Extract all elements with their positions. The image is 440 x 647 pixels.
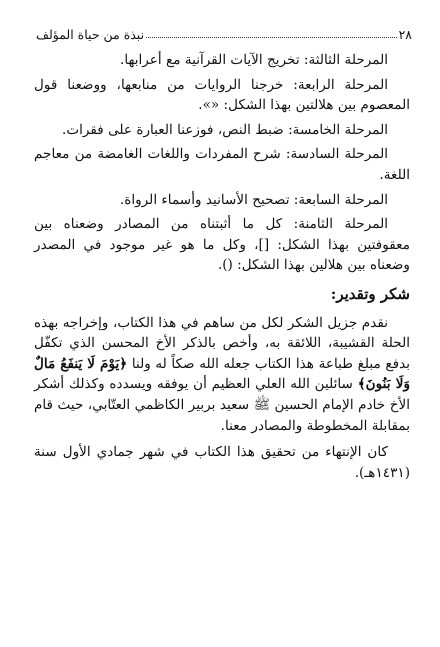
stage-5: المرحلة الخامسة: ضبط النص، فوزعنا العبارة على فقرات. — [62, 121, 388, 138]
page-number: ٢٨ — [398, 27, 412, 42]
header-dot-leader — [146, 36, 396, 38]
stage-4: المرحلة الرابعة: خرجنا الروايات من منابعها، ووضعنا قول المعصوم بين هلالتين بهذا الشكل: «». — [34, 76, 410, 114]
stage-8: المرحلة الثامنة: كل ما أثبتناه من المصادر وضعناه بين معقوفتين بهذا الشكل: []، وكل ما هو غير موجود في المصدر وضعناه بين هلالين بهذا الشكل: (). — [34, 216, 410, 274]
quran-verse: ﴿يَوْمَ لَا يَنفَعُ مَالٌ وَلَا بَنُونَ﴾ — [34, 355, 411, 393]
stage-7: المرحلة السابعة: تصحيح الأسانيد وأسماء الرواة. — [119, 191, 388, 208]
thanks-paragraph — [34, 313, 410, 437]
stage-3: المرحلة الثالثة: تخريج الآيات القرآنية مع أعرابها. — [120, 52, 388, 68]
body-text — [34, 50, 410, 489]
thanks-text-after: سائلين الله العلي العظيم أن يوفقه ويسدده وكذلك أشكر الأخ خادم الإمام الحسين ﷺ سعيد بربير الكاظمي العتّابي، حيث قام بمقابلة المخطوطة والمصادر معنا. — [34, 376, 410, 434]
running-header — [36, 22, 412, 42]
completion-paragraph: كان الإنتهاء من تحقيق هذا الكتاب في شهر جمادي الأول سنة (١٤٣١هـ). — [34, 444, 410, 481]
thanks-text-before: نقدم جزيل الشكر لكل من ساهم في هذا الكتاب، وإخراجه بهذه الحلة القشيبة، اللائقة به، وأخص بالذكر الأخ المحسن الذي تكفّل بدفع مبلغ طباعة هذا الكتاب جعله الله صكاً له ولنا — [34, 314, 410, 372]
section-heading-thanks: شكر وتقدير: — [330, 284, 410, 303]
stage-6: المرحلة السادسة: شرح المفردات واللغات الغامضة من معاجم اللغة. — [34, 146, 410, 183]
running-title: نبذة من حياة المؤلف — [36, 27, 145, 42]
